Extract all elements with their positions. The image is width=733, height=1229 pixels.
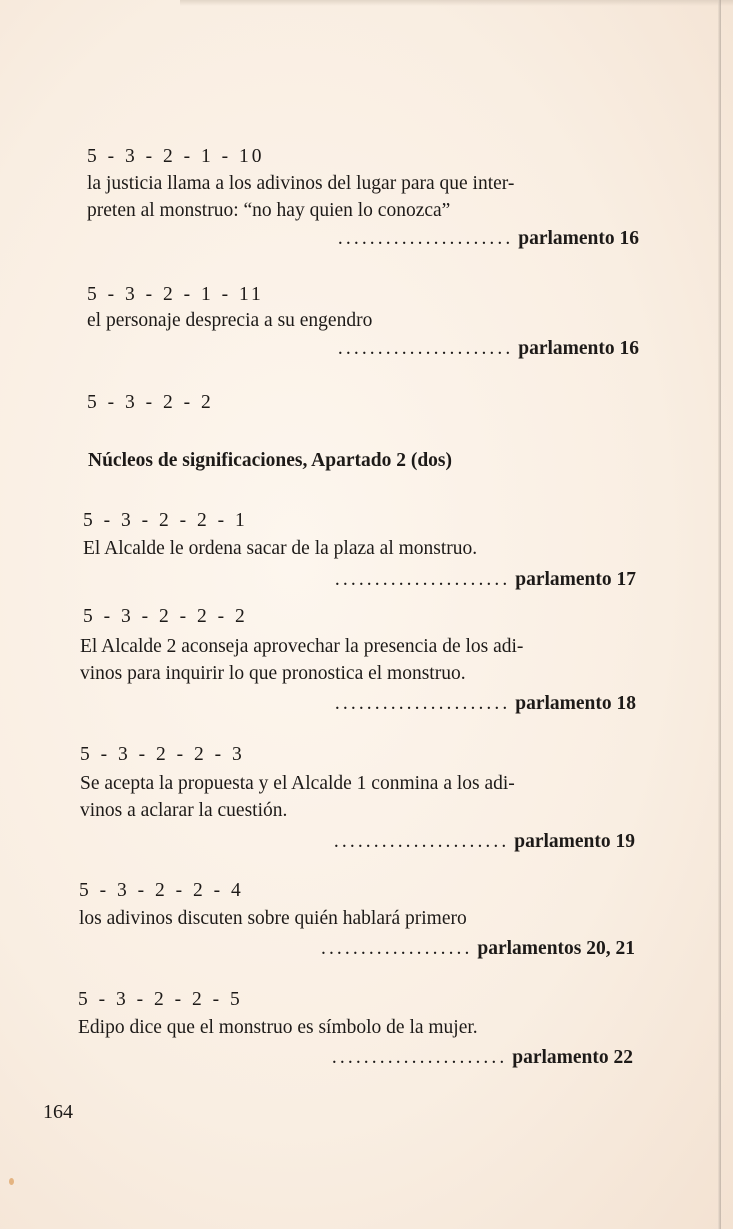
leader-dots: ......................: [334, 693, 511, 714]
entry-reference: [334, 829, 635, 855]
entry-text-line: El Alcalde 2 aconseja aprovechar la presencia de los adi-: [80, 636, 524, 657]
reference-label: parlamento 16: [518, 228, 639, 249]
entry-reference: [335, 691, 636, 717]
section-heading: Núcleos de significaciones, Apartado 2 (dos): [88, 450, 453, 471]
entry-text-line: preten al monstruo: “no hay quien lo conozca”: [87, 200, 451, 221]
entry-text-line: Edipo dice que el monstruo es símbolo de la mujer.: [78, 1017, 478, 1038]
entry-reference: [338, 226, 639, 252]
entry-code: 5 - 3 - 2 - 2 - 1: [83, 510, 248, 531]
reference-label: parlamento 22: [512, 1047, 633, 1068]
entry-text-line: El Alcalde le ordena sacar de la plaza al monstruo.: [83, 538, 478, 559]
entry-text-line: los adivinos discuten sobre quién hablará primero: [79, 908, 467, 929]
entry-reference: [332, 1045, 633, 1071]
entry-text-line: Se acepta la propuesta y el Alcalde 1 conmina a los adi-: [80, 773, 515, 794]
leader-dots: ...................: [320, 938, 473, 959]
entry-code: 5 - 3 - 2 - 2 - 2: [83, 606, 248, 627]
page-top-shadow: [180, 0, 733, 6]
entry-reference: [335, 567, 636, 593]
entry-code: 5 - 3 - 2 - 2 - 4: [79, 880, 244, 901]
entry-code: 5 - 3 - 2 - 1 - 10: [87, 146, 265, 167]
reference-label: parlamentos 20, 21: [477, 938, 635, 959]
page-number: 164: [43, 1101, 73, 1123]
leader-dots: ......................: [333, 831, 510, 852]
reference-label: parlamento 17: [515, 569, 636, 590]
entry-reference: [338, 336, 639, 362]
leader-dots: ......................: [337, 338, 514, 359]
leader-dots: ......................: [337, 228, 514, 249]
entry-code: 5 - 3 - 2 - 2 - 3: [80, 744, 245, 765]
reference-label: parlamento 18: [515, 693, 636, 714]
reference-label: parlamento 16: [518, 338, 639, 359]
entry-code: 5 - 3 - 2 - 1 - 11: [87, 284, 264, 305]
page-right-edge: [718, 0, 721, 1229]
entry-code: 5 - 3 - 2 - 2 - 5: [78, 989, 243, 1010]
leader-dots: ......................: [334, 569, 511, 590]
entry-text-line: el personaje desprecia a su engendro: [87, 310, 373, 331]
entry-code: 5 - 3 - 2 - 2: [87, 392, 214, 413]
entry-text-line: la justicia llama a los adivinos del lugar para que inter-: [87, 173, 515, 194]
entry-text-line: vinos para inquirir lo que pronostica el monstruo.: [80, 663, 466, 684]
entry-text-line: vinos a aclarar la cuestión.: [80, 800, 288, 821]
paper-speck: [9, 1178, 14, 1185]
entry-reference: [321, 936, 635, 962]
leader-dots: ......................: [331, 1047, 508, 1068]
reference-label: parlamento 19: [514, 831, 635, 852]
